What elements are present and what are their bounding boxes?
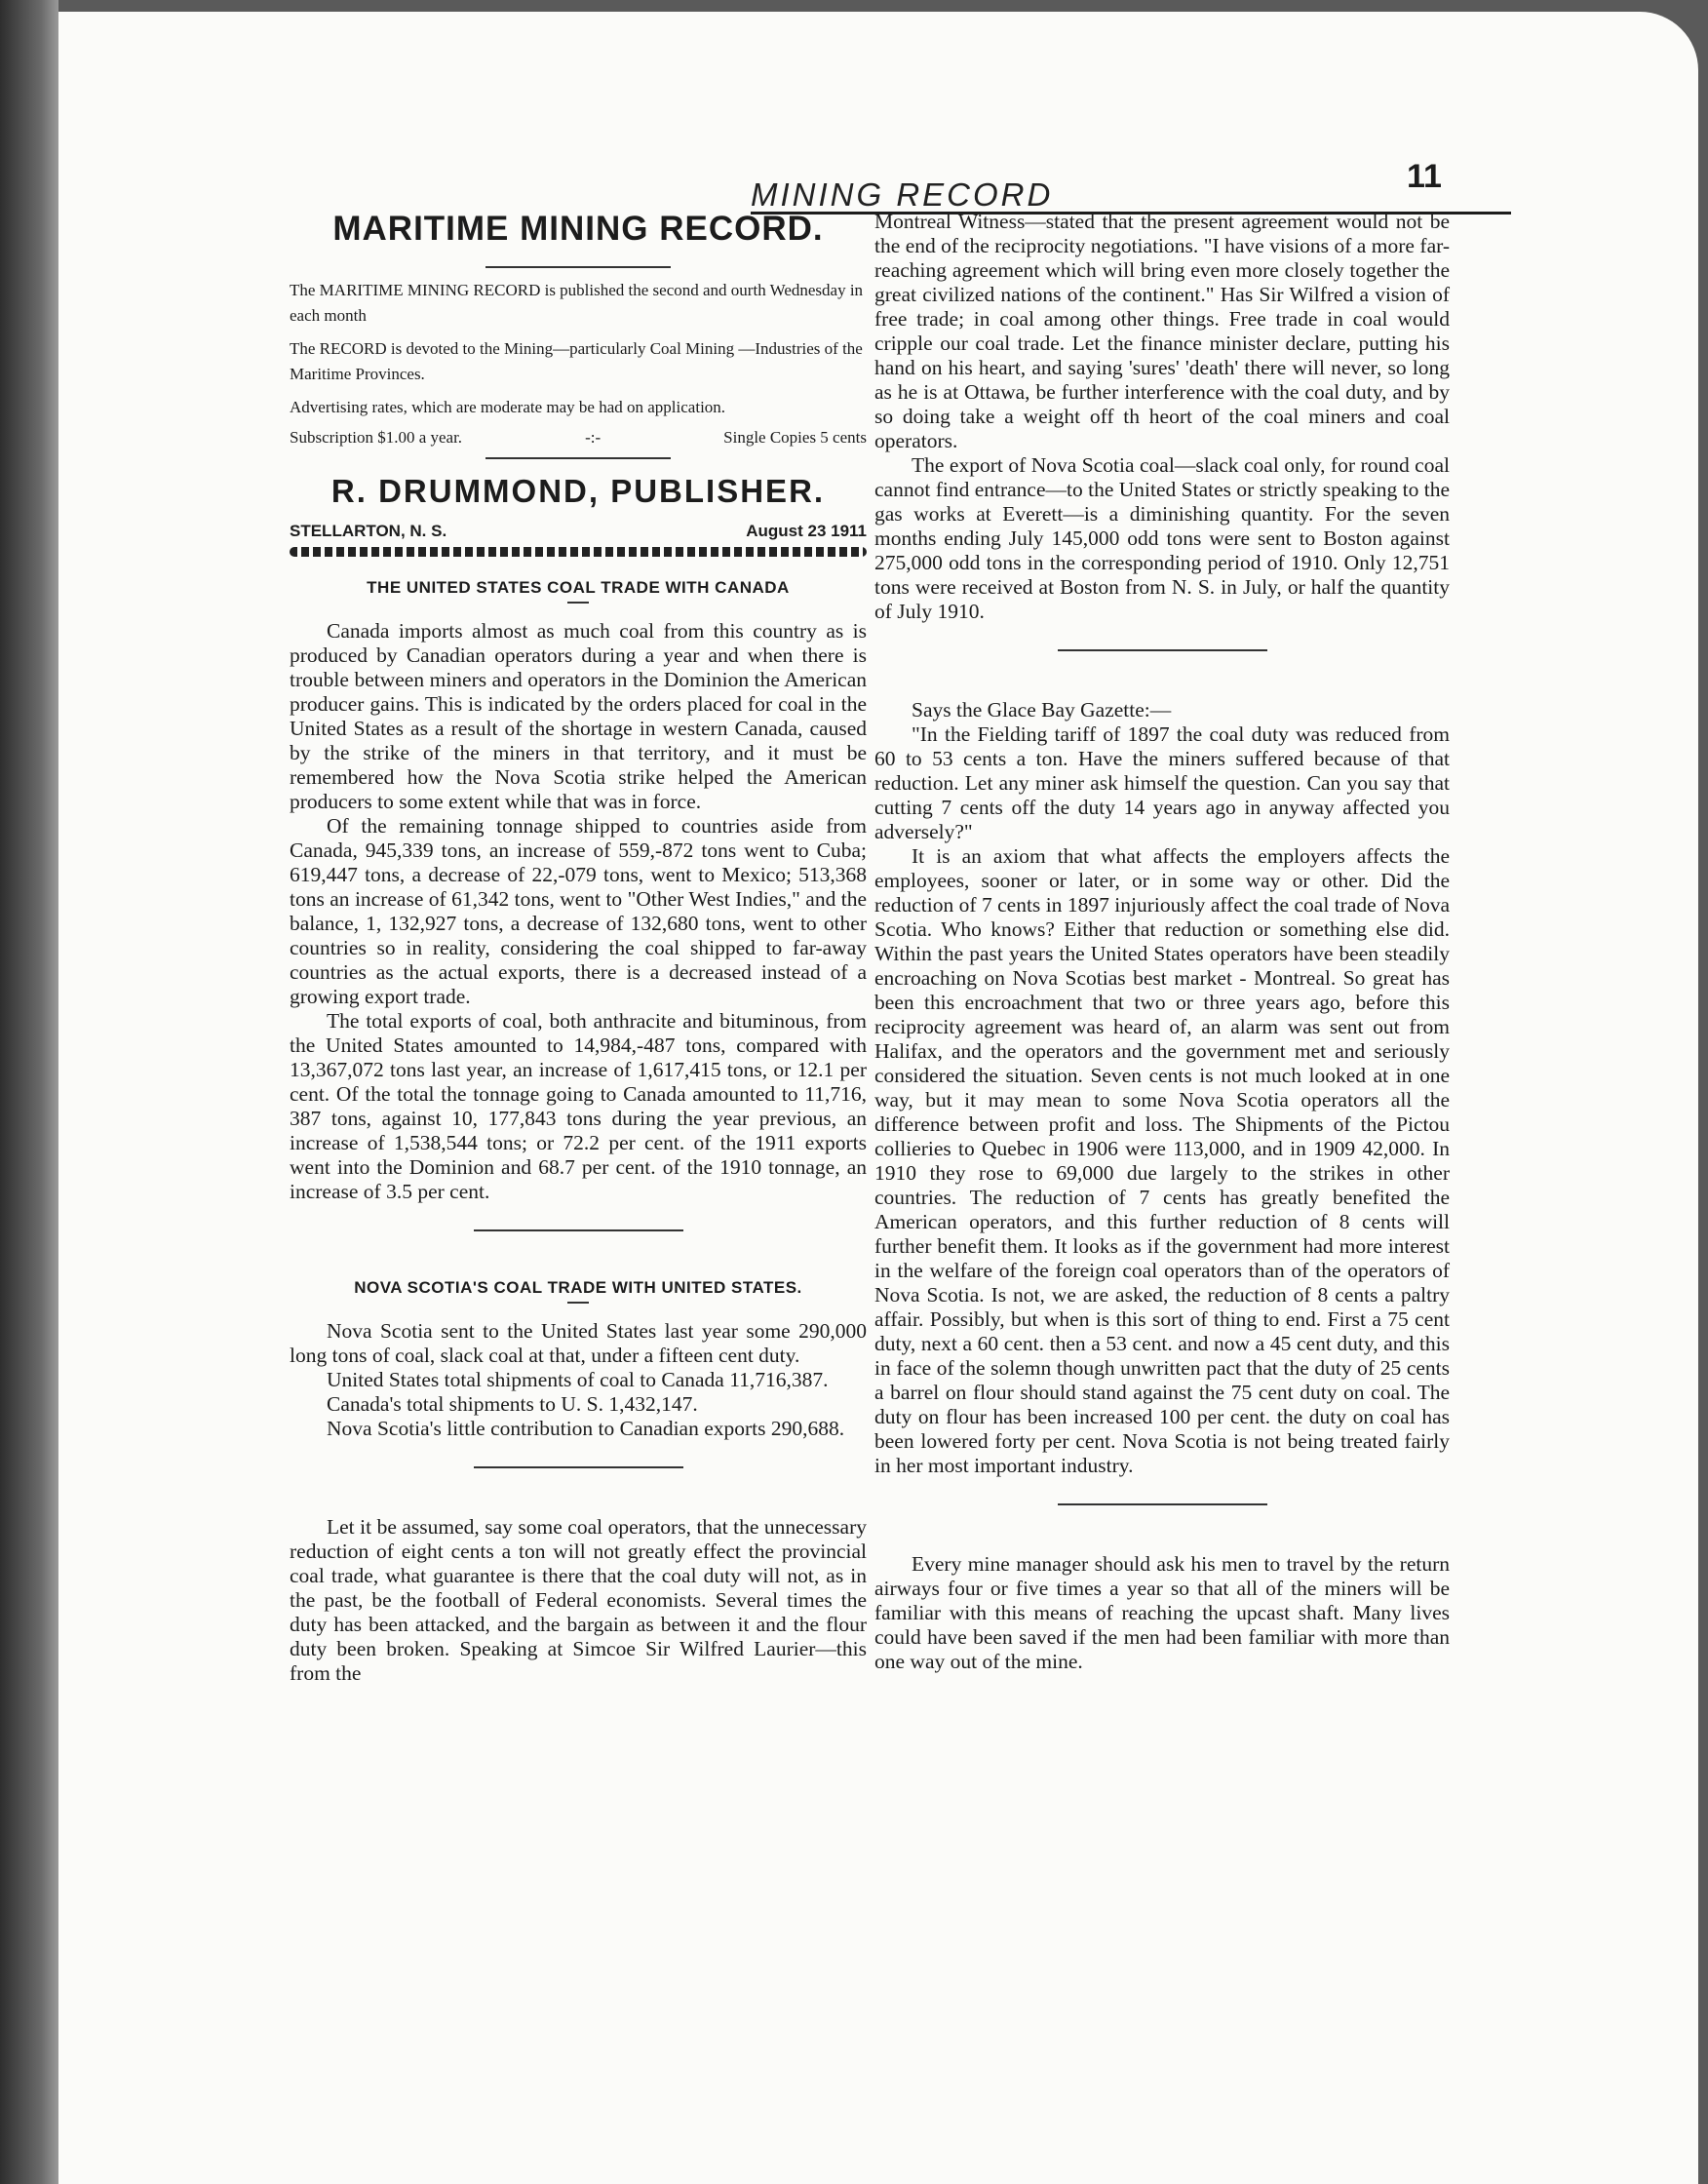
article-paragraph: The total exports of coal, both anthracite and bituminous, from the United States amounted to 14,984,-487 tons, compared with 13,367,072 tons last year, an increase of 1,617,415 tons, or 12.1 per cent. Of the total the tonnage going to Canada amounted to 11,716, 387 tons, against 10, 177,843 tons during the year previous, an increase of 1,538,544 tons; or 72.2 per cent. of the 1911 exports went into the Dominion and 68.7 per cent. of the 1910 tonnage, an increase of 3.5 per cent. (290, 1009, 867, 1203)
publisher-divider (485, 457, 671, 459)
left-column (290, 210, 867, 1686)
dateline-place: STELLARTON, N. S. (290, 522, 447, 540)
dateline (290, 522, 867, 541)
dateline-date: August 23 1911 (746, 522, 867, 540)
ornamental-rule (290, 547, 867, 557)
subscription-divider: -:- (585, 428, 602, 447)
publisher-name: R. DRUMMOND, PUBLISHER. (330, 473, 826, 509)
masthead-advertising-note: Advertising rates, which are moderate may be had on application. (290, 398, 726, 416)
article-paragraph: Nova Scotia's little contribution to Canadian exports 290,688. (327, 1417, 845, 1440)
article-separator (474, 1466, 683, 1468)
article-paragraph: Canada's total shipments to U. S. 1,432,147. (327, 1392, 698, 1416)
article-heading-us-coal-trade: THE UNITED STATES COAL TRADE WITH CANADA (367, 578, 790, 597)
article-intro: Says the Glace Bay Gazette:— (912, 698, 1172, 722)
article-paragraph: United States total shipments of coal to Canada 11,716,387. (327, 1368, 829, 1391)
article-continuation: Montreal Witness—stated that the present agreement would not be the end of the reciprocity negotiations. "I have visions of a more far-reaching agreement which will bring even more closely together the great civilized nations of the continent." Has Sir Wilfred a vision of free trade; in coal among other things. Free trade in coal would cripple our coal trade. Let the finance minister declare, putting his hand on his heart, and saying 'sures' 'death' there will never, so long as he is at Ottawa, be further interference with the coal duty, and by so doing take a weight off th heort of the coal miners and coal operators. (874, 210, 1450, 452)
scan-border (0, 0, 58, 2184)
running-head (751, 173, 1511, 214)
article-paragraph: Every mine manager should ask his men to travel by the return airways four or five times a year so that all of the miners will be familiar with this means of reaching the upcast shaft. Many lives could have been saved if the men had been familiar with more than one way out of the mine. (874, 1552, 1450, 1673)
article-paragraph: It is an axiom that what affects the employers affects the employees, sooner or later, or in some way or other. Did the reduction of 7 cents in 1897 injuriously affect the coal trade of Nova Scotia. Who knows? Either that reduction or something else did. Within the past years the United States operators have been steadily encroaching on Nova Scotias best market - Montreal. So great has been this encroachment that two or three years ago, before this reciprocity agreement was heard of, an alarm was sent out from Halifax, and the operators and the government met and seriously considered the situation. Seven cents is not much looked at in one way, but it may mean to some Nova Scotia operators all the difference between profit and loss. The Shipments of the Pictou collieries to Quebec in 1906 were 113,000, and in 1909 42,000. In 1910 they rose to 69,000 due largely to the strikes in other countries. The reduction of 7 cents has greatly benefited the American operators, and this further reduction of 8 cents will further benefit them. It looks as if the government had more interest in the welfare of the foreign coal operators than of the operators of Nova Scotia. Is not, we are asked, the reduction of 8 cents a paltry affair. Possibly, but when is this sort of thing to end. First a 75 cent duty, next a 60 cent. then a 53 cent. and now a 45 cent duty, and this in face of the solemn though unwritten pact that the duty of 25 cents a barrel on flour should stand against the 75 cent duty on coal. The duty on flour has been increased 100 per cent. the duty on coal has been lowered forty per cent. Nova Scotia is not being treated fairly in her most important industry. (874, 844, 1450, 1477)
heading-dash (567, 1302, 589, 1304)
masthead-divider (485, 266, 671, 268)
article-paragraph: Of the remaining tonnage shipped to countries aside from Canada, 945,339 tons, an increase of 559,-872 tons went to Cuba; 619,447 tons, a decrease of 22,-079 tons, went to Mexico; 513,368 tons an increase of 61,342 tons, went to "Other West Indies," and the balance, 1, 132,927 tons, a decrease of 132,680 tons, went to other countries so in reality, considering the coal shipped to far-away countries as the actual exports, there is a decreased instead of a growing export trade. (290, 814, 867, 1008)
masthead-devotion-note: The RECORD is devoted to the Mining—particularly Coal Mining —Industries of the Maritime Provinces. (290, 339, 863, 383)
single-copy-price: Single Copies 5 cents (723, 428, 867, 447)
article-paragraph: Let it be assumed, say some coal operators, that the unnecessary reduction of eight cents a ton will not greatly effect the provincial coal trade, what guarantee is there that the coal duty will not, as in the past, be the football of Federal economists. Several times the duty has been attacked, and the bargain as between it and the flour duty been broken. Speaking at Simcoe Sir Wilfred Laurier—this from the (290, 1515, 867, 1685)
page-number: 11 (1407, 158, 1442, 195)
masthead-publication-note: The MARITIME MINING RECORD is published the second and ourth Wednesday in each month (290, 281, 864, 325)
subscription-line (290, 428, 867, 448)
masthead-title: MARITIME MINING RECORD. (332, 210, 824, 248)
article-quote: "In the Fielding tariff of 1897 the coal duty was reduced from 60 to 53 cents a ton. Have the miners suffered because of that reduction. Let any miner ask himself the question. Can you say that cutting 7 cents off the duty 14 years ago in anyway affected you adversely?" (874, 722, 1450, 843)
article-heading-nova-scotia-trade: NOVA SCOTIA'S COAL TRADE WITH UNITED STATES. (354, 1278, 802, 1297)
article-separator (1058, 649, 1267, 651)
running-head-title: MINING RECORD (751, 176, 1054, 213)
article-separator (1058, 1503, 1267, 1505)
article-paragraph: Canada imports almost as much coal from this country as is produced by Canadian operators during a year and when there is trouble between miners and operators in the Dominion the American producer gains. This is indicated by the orders placed for coal in the United States as a result of the shortage in western Canada, caused by the strike of the miners in that territory, and it must be remembered how the Nova Scotia strike helped the American producers to some extent while that was in force. (290, 619, 867, 813)
article-separator (474, 1229, 683, 1231)
subscription-rate: Subscription $1.00 a year. (290, 428, 463, 447)
heading-dash (567, 602, 589, 604)
article-paragraph: The export of Nova Scotia coal—slack coal only, for round coal cannot find entrance—to the United States or strictly speaking to the gas works at Everett—is a diminishing quantity. For the seven months ending July 145,000 odd tons were sent to Boston against 275,000 odd tons in the corresponding period of 1910. Only 12,751 tons were received at Boston from N. S. in July, or half the quantity of July 1910. (874, 453, 1450, 623)
article-paragraph: Nova Scotia sent to the United States last year some 290,000 long tons of coal, slack coal at that, under a fifteen cent duty. (290, 1319, 867, 1367)
right-column (874, 210, 1450, 1674)
